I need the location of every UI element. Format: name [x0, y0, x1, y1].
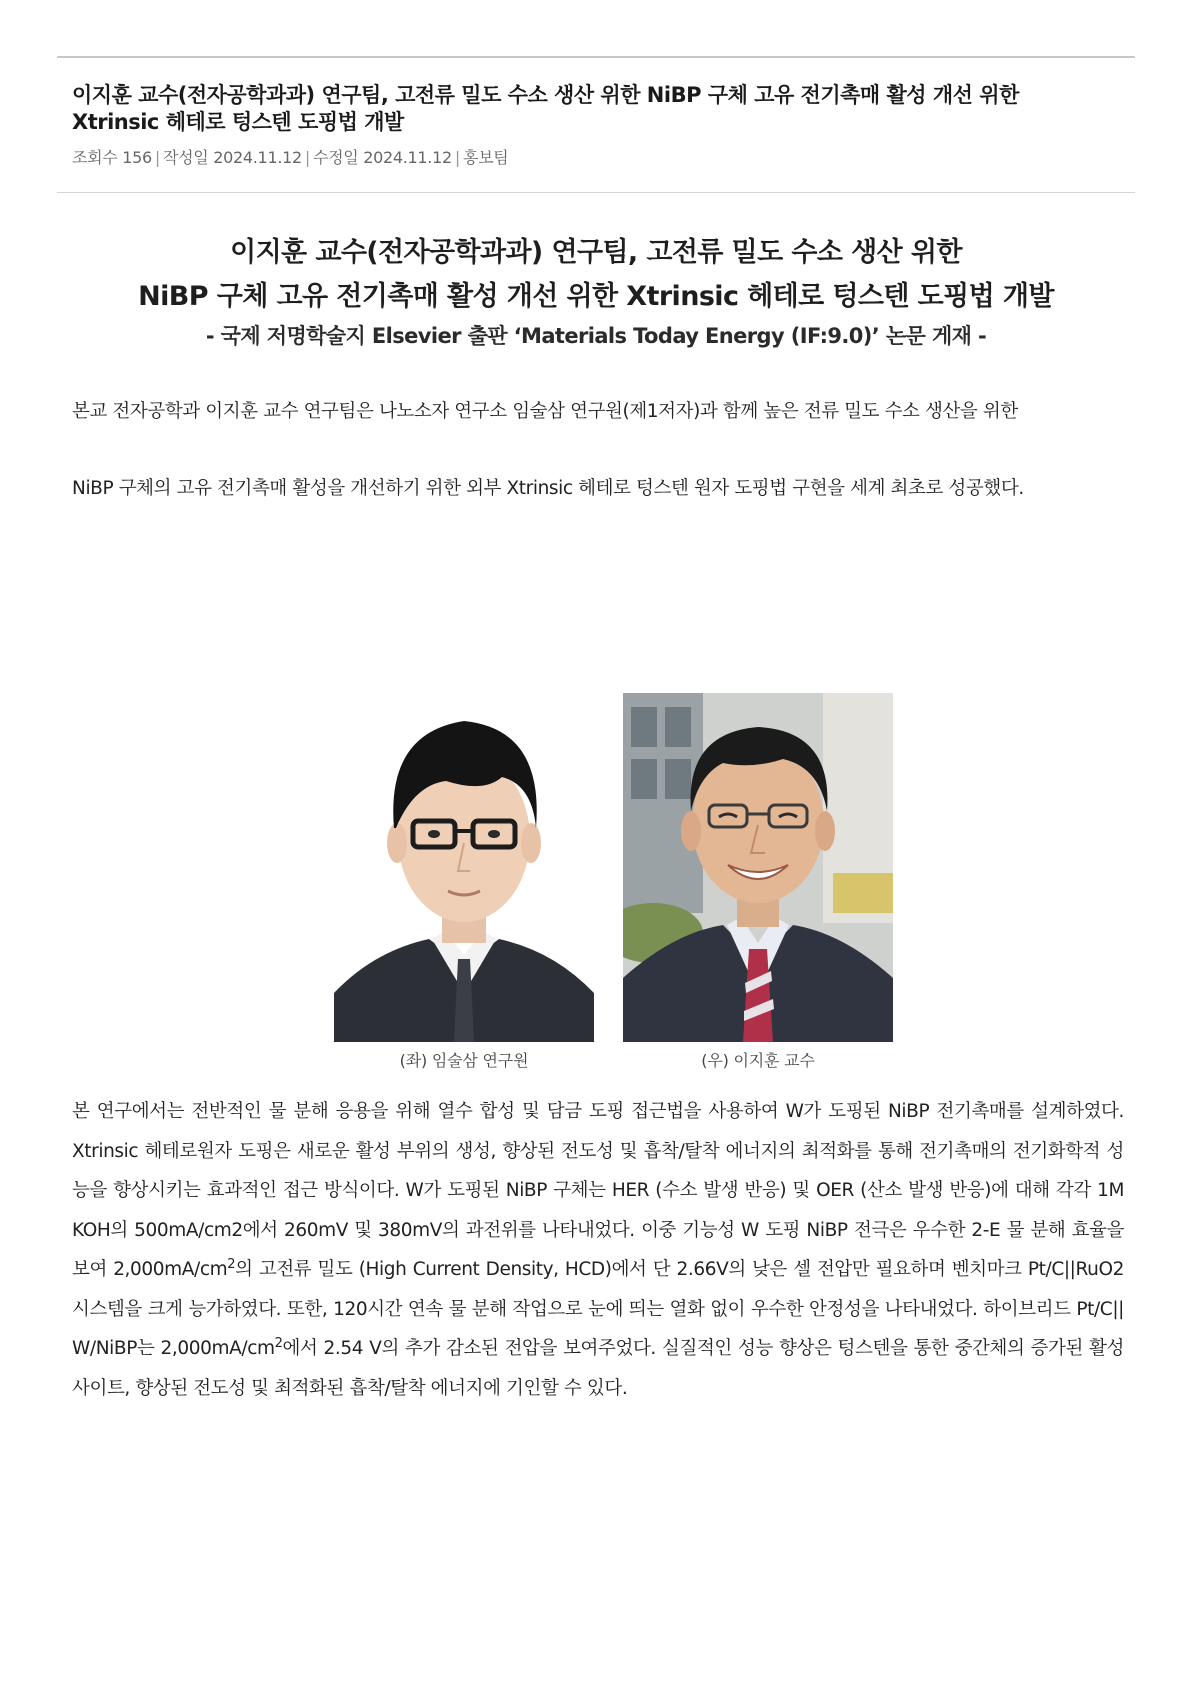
article-subheadline: - 국제 저명학술지 Elsevier 출판 ‘Materials Today Energy (IF:9.0)’ 논문 게재 -	[205, 324, 987, 348]
superscript: 2	[274, 1335, 283, 1351]
modified-date: 수정일 2024.11.12	[312, 148, 452, 167]
post-title: 이지훈 교수(전자공학과과) 연구팀, 고전류 밀도 수소 생산 위한 NiBP 구체 고유 전기촉매 활성 개선 위한 Xtrinsic 헤테로 텅스텐 도핑법 개발	[72, 83, 1019, 134]
article-headline-line2: NiBP 구체 고유 전기촉매 활성 개선 위한 Xtrinsic 헤테로 텅스텐 도핑법 개발	[138, 281, 1054, 312]
body-text-part2: 의 고전류 밀도 (High Current Density, HCD)에서 단 2.66V의 낮은 셀 전압만 필요하며 벤치마크 Pt/C||RuO2 시스템을 크게 능가하였다. 또한, 120시간 연속 물 분해 작업으로 눈에 띄는 열화 없이 우수한 안정성을 나타내었다. 하이브리드 Pt/C|| W/NiBP는 2,000mA/cm	[72, 1259, 1124, 1359]
professor-photo-caption: (우) 이지훈 교수	[701, 1051, 815, 1070]
professor-photo	[623, 693, 893, 1042]
researcher-portrait-image	[334, 693, 594, 1042]
created-date: 작성일 2024.11.12	[163, 148, 302, 167]
superscript: 2	[227, 1256, 236, 1272]
professor-portrait-image	[623, 693, 893, 1042]
article-headline-line1: 이지훈 교수(전자공학과과) 연구팀, 고전류 밀도 수소 생산 위한	[230, 237, 962, 268]
body-paragraph	[72, 1092, 1124, 1408]
researcher-photo-caption: (좌) 임술삼 연구원	[399, 1051, 529, 1070]
intro-paragraph-1: 본교 전자공학과 이지훈 교수 연구팀은 나노소자 연구소 임술삼 연구원(제1저자)과 함께 높은 전류 밀도 수소 생산을 위한	[72, 401, 1018, 422]
meta-separator: |	[154, 148, 160, 167]
meta-separator: |	[304, 148, 310, 167]
body-text-part1: 본 연구에서는 전반적인 물 분해 응용을 위해 열수 합성 및 담금 도핑 접근법을 사용하여 W가 도핑된 NiBP 전기촉매를 설계하였다. Xtrinsic 헤테로원자 도핑은 새로운 활성 부위의 생성, 향상된 전도성 및 흡착/탈착 에너지의 최적화를 통해 전기촉매의 전기화학적 성능을 향상시키는 효과적인 접근 방식이다. W가 도핑된 NiBP 구체는 HER (수소 발생 반응) 및 OER (산소 발생 반응)에 대해 각각 1M KOH의 500mA/cm2에서 260mV 및 380mV의 과전위를 나타내었다. 이중 기능성 W 도핑 NiBP 전극은 우수한 2-E 물 분해 효율을 보여 2,000mA/cm	[72, 1101, 1124, 1280]
post-meta	[72, 145, 508, 168]
author: 홍보팀	[462, 148, 509, 167]
view-count: 조회수 156	[72, 148, 152, 167]
body-text-part3: 에서 2.54 V의 추가 감소된 전압을 보여주었다. 실질적인 성능 향상은 텅스텐을 통한 중간체의 증가된 활성 사이트, 향상된 전도성 및 최적화된 흡착/탈착 에너지에 기인할 수 있다.	[72, 1338, 1125, 1399]
researcher-photo	[334, 693, 594, 1042]
meta-separator: |	[454, 148, 460, 167]
top-divider	[57, 56, 1135, 58]
intro-paragraph-2: NiBP 구체의 고유 전기촉매 활성을 개선하기 위한 외부 Xtrinsic 헤테로 텅스텐 원자 도핑법 구현을 세계 최초로 성공했다.	[72, 478, 1024, 499]
header-divider	[57, 192, 1135, 193]
